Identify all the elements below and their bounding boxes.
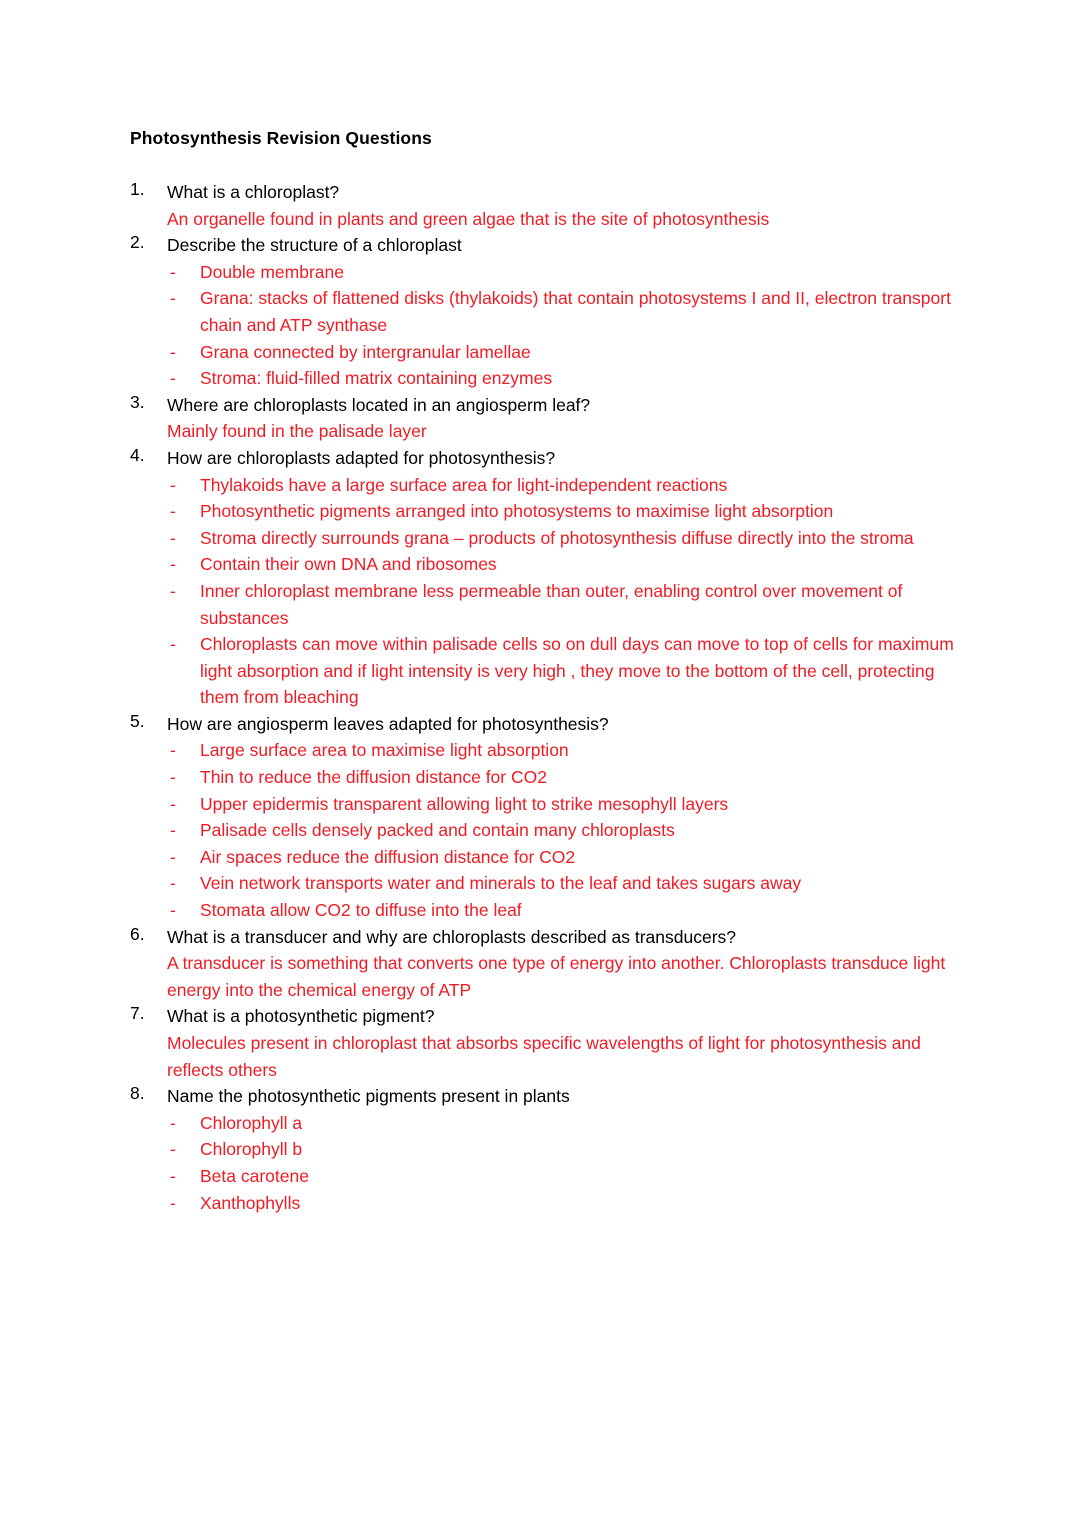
answer-bullet: - Stroma directly surrounds grana – products of photosynthesis diffuse directly into the stroma (167, 525, 960, 552)
question-text: What is a photosynthetic pigment? (167, 1006, 435, 1027)
list-item (130, 924, 960, 1004)
answer-bullet-list (167, 259, 960, 392)
question-text: Where are chloroplasts located in an angiosperm leaf? (167, 394, 591, 415)
question-list (130, 179, 960, 1216)
list-item (130, 1083, 960, 1216)
answer-bullet: - Grana connected by intergranular lamellae (167, 339, 960, 366)
list-item (130, 392, 960, 445)
answer-bullet: - Upper epidermis transparent allowing light to strike mesophyll layers (167, 791, 960, 818)
answer-bullet: - Xanthophylls (167, 1190, 960, 1217)
answer-bullet: - Air spaces reduce the diffusion distance for CO2 (167, 844, 960, 871)
page-title: Photosynthesis Revision Questions (130, 128, 432, 148)
answer-bullet: - Stomata allow CO2 to diffuse into the leaf (167, 897, 960, 924)
answer-bullet: - Vein network transports water and minerals to the leaf and takes sugars away (167, 870, 960, 897)
answer-bullet: - Grana: stacks of flattened disks (thylakoids) that contain photosystems I and II, electron transport chain and ATP synthase (167, 285, 960, 338)
question-text: Describe the structure of a chloroplast (167, 235, 462, 256)
answer-text: Mainly found in the palisade layer (167, 421, 427, 442)
answer-bullet: - Stroma: fluid-filled matrix containing enzymes (167, 365, 960, 392)
question-text: How are chloroplasts adapted for photosynthesis? (167, 447, 556, 468)
answer-bullet: - Chloroplasts can move within palisade cells so on dull days can move to top of cells for maximum light absorption and if light intensity is very high , they move to the bottom of the cell, protecting them from bleaching (167, 631, 960, 711)
list-item (130, 232, 960, 392)
question-text: What is a chloroplast? (167, 182, 340, 202)
answer-bullet: - Chlorophyll a (167, 1110, 960, 1137)
answer-text: A transducer is something that converts one type of energy into another. Chloroplasts transduce light energy into the chemical energy of ATP (167, 953, 946, 1000)
answer-bullet: - Contain their own DNA and ribosomes (167, 551, 960, 578)
answer-bullet: - Double membrane (167, 259, 960, 286)
question-text: How are angiosperm leaves adapted for photosynthesis? (167, 713, 609, 734)
answer-text: Molecules present in chloroplast that absorbs specific wavelengths of light for photosynthesis and reflects others (167, 1033, 921, 1080)
list-item (130, 711, 960, 924)
answer-bullet-list (167, 472, 960, 711)
answer-text: An organelle found in plants and green algae that is the site of photosynthesis (167, 208, 770, 229)
answer-bullet: - Thin to reduce the diffusion distance for CO2 (167, 764, 960, 791)
answer-bullet-list (167, 737, 960, 923)
list-item (130, 445, 960, 711)
answer-bullet: - Palisade cells densely packed and contain many chloroplasts (167, 817, 960, 844)
answer-bullet: - Inner chloroplast membrane less permeable than outer, enabling control over movement of substances (167, 578, 960, 631)
answer-bullet: - Large surface area to maximise light absorption (167, 737, 960, 764)
answer-bullet: - Beta carotene (167, 1163, 960, 1190)
question-text: What is a transducer and why are chloroplasts described as transducers? (167, 926, 737, 947)
list-item (130, 1003, 960, 1083)
list-item (130, 179, 960, 232)
answer-bullet: - Chlorophyll b (167, 1136, 960, 1163)
answer-bullet: - Thylakoids have a large surface area for light-independent reactions (167, 472, 960, 499)
question-text: Name the photosynthetic pigments present in plants (167, 1086, 570, 1107)
answer-bullet-list (167, 1110, 960, 1216)
answer-bullet: - Photosynthetic pigments arranged into photosystems to maximise light absorption (167, 498, 960, 525)
